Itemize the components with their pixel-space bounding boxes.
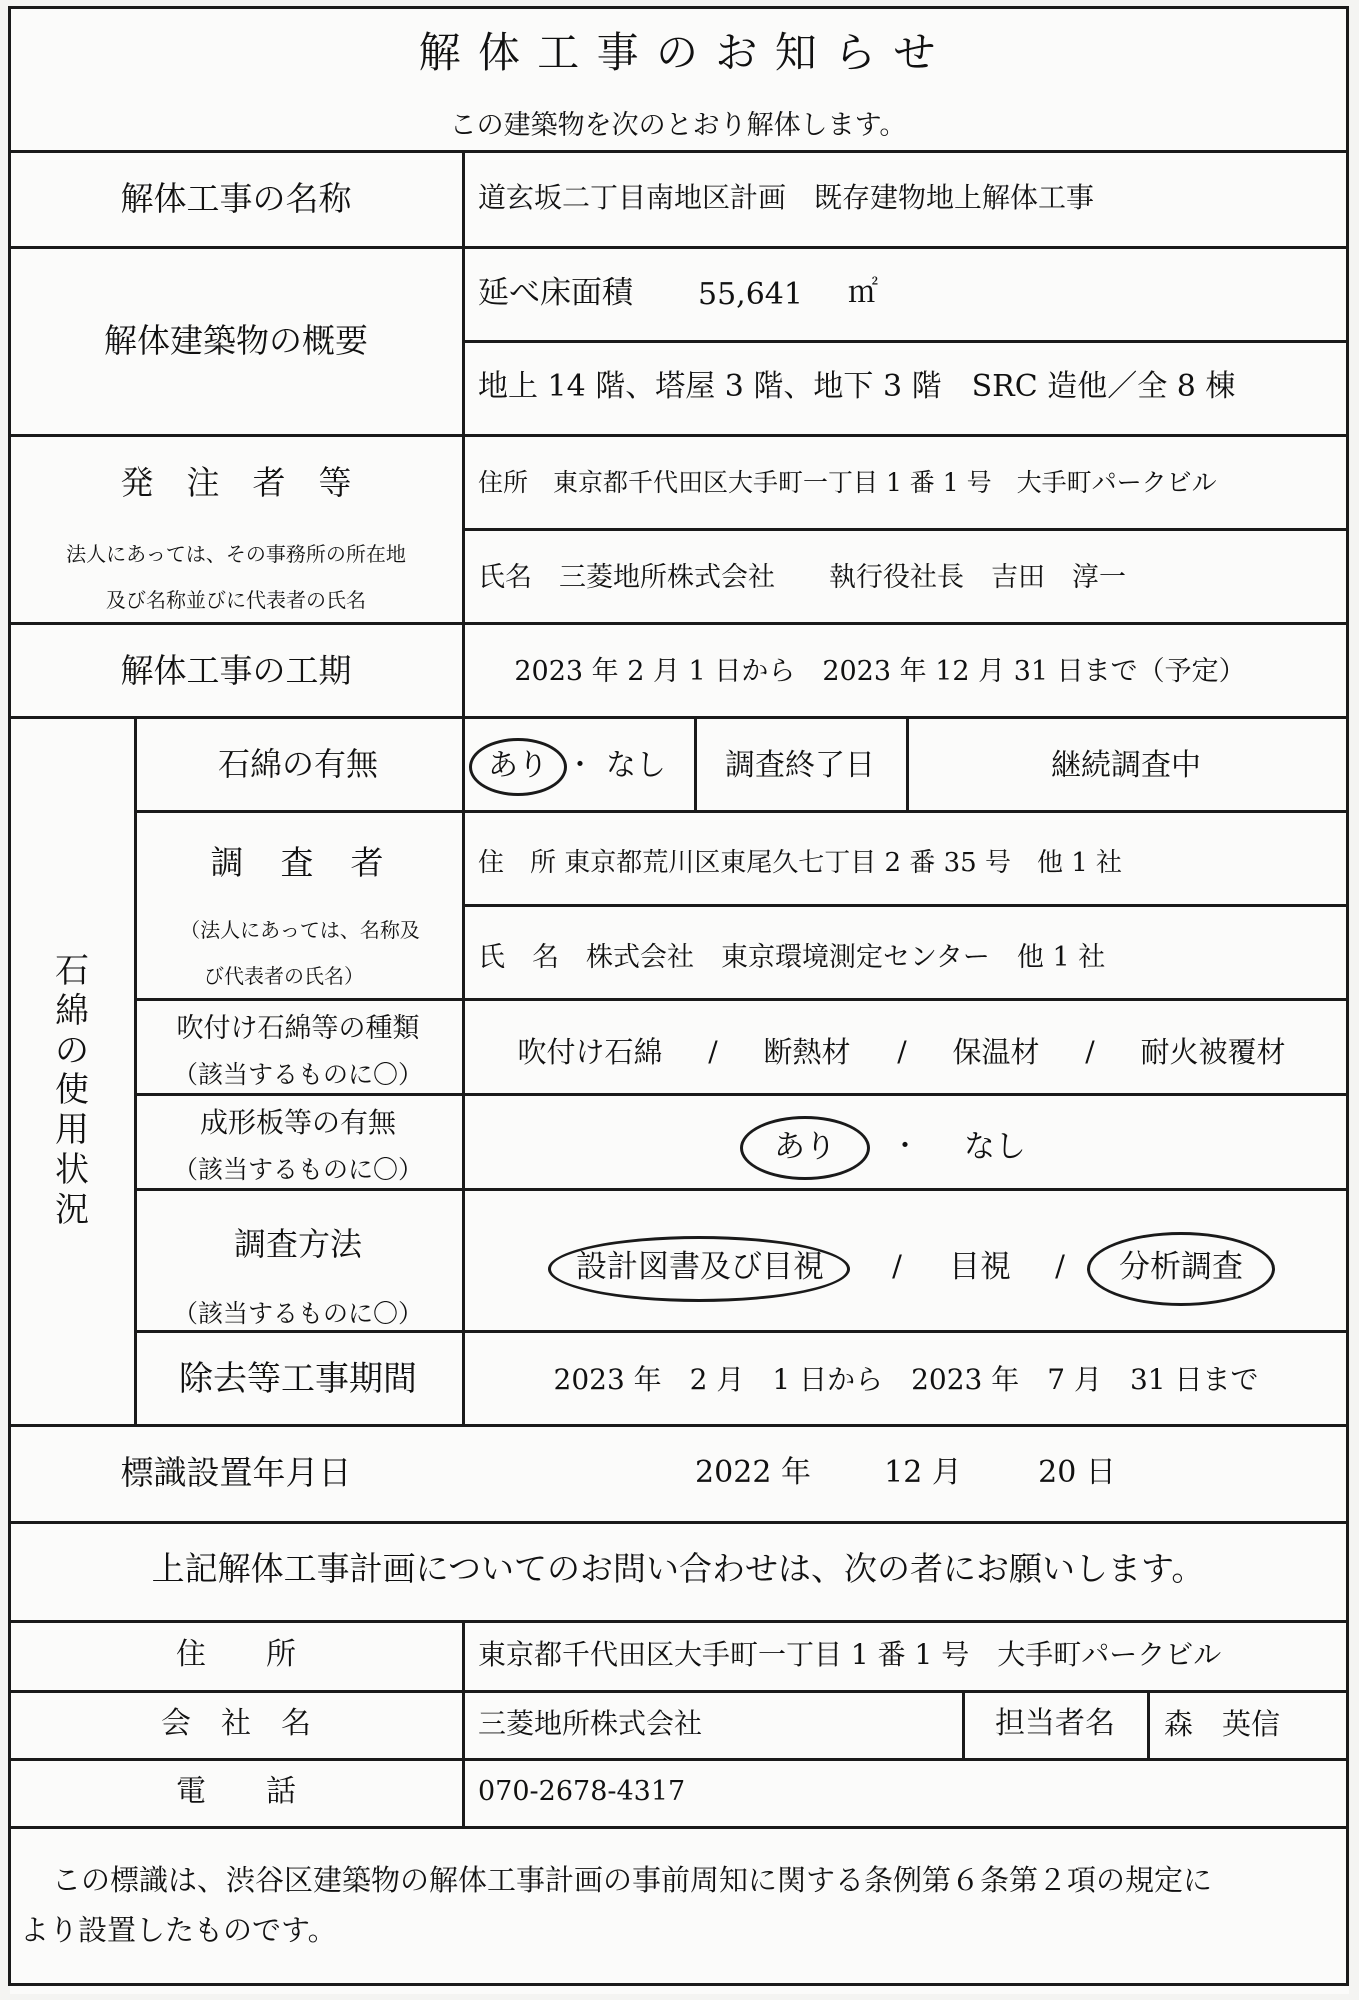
board-separator: ・ — [890, 1129, 920, 1162]
frame-right — [1346, 6, 1349, 1986]
presence-no: なし — [606, 748, 666, 783]
inquiry-address: 東京都千代田区大手町一丁目 1 番 1 号 大手町パークビル — [478, 1638, 1222, 1671]
inquiry-tel-label: 電 話 — [176, 1774, 296, 1809]
area-unit: ㎡ — [848, 275, 878, 310]
removal-label: 除去等工事期間 — [179, 1359, 417, 1399]
surveyor-name: 氏 名 株式会社 東京環境測定センター 他 1 社 — [478, 942, 1106, 973]
inquiry-address-label: 住 所 — [176, 1637, 296, 1672]
inquiry-company-label: 会 社 名 — [161, 1706, 311, 1741]
structure-value: 地上 14 階、塔屋 3 階、地下 3 階 SRC 造他／全 8 棟 — [478, 369, 1236, 404]
board-no: なし — [964, 1129, 1026, 1165]
period-label: 解体工事の工期 — [120, 651, 352, 690]
column-divider — [462, 1620, 465, 1826]
surveyor-label: 調 査 者 — [210, 843, 386, 882]
outline-label: 解体建築物の概要 — [104, 321, 368, 360]
area-value: 55,641 — [698, 277, 803, 312]
spray-separator: / — [1085, 1035, 1095, 1068]
rule — [8, 150, 1349, 153]
inquiry-person: 森 英信 — [1164, 1707, 1281, 1741]
spray-item: 断熱材 — [763, 1035, 851, 1069]
asbestos-group-label: 石綿の使用状況 — [55, 951, 89, 1230]
method-option-2: 目視 — [949, 1249, 1011, 1285]
rule — [462, 340, 1349, 343]
orderer-label: 発 注 者 等 — [120, 463, 352, 502]
rule — [8, 716, 1349, 719]
column-divider — [462, 150, 465, 1424]
spray-item: 吹付け石綿 — [517, 1035, 663, 1069]
sign-date-month: 12 月 — [884, 1455, 962, 1490]
method-separator: / — [1055, 1249, 1065, 1283]
method-label: 調査方法 — [233, 1225, 363, 1263]
footer-line-1: この標識は、渋谷区建築物の解体工事計画の事前周知に関する条例第６条第２項の規定に — [52, 1863, 1213, 1897]
rule — [135, 998, 1349, 1001]
inquiry-company: 三菱地所株式会社 — [478, 1707, 703, 1740]
board-yes: あり — [774, 1129, 836, 1165]
spray-item: 耐火被覆材 — [1140, 1035, 1286, 1069]
spray-note: （該当するものに〇） — [172, 1060, 424, 1089]
name-label: 解体工事の名称 — [120, 179, 352, 218]
notice-title: 解 体 工 事 の お 知 ら せ — [418, 28, 938, 77]
presence-label: 石綿の有無 — [217, 745, 379, 783]
spray-separator: / — [708, 1035, 718, 1068]
column-divider — [694, 716, 697, 810]
column-divider — [962, 1690, 965, 1758]
method-option-1: 設計図書及び目視 — [576, 1249, 824, 1285]
rule — [8, 1983, 1349, 1986]
board-note: （該当するものに〇） — [172, 1155, 424, 1184]
sign-date-day: 20 日 — [1038, 1455, 1116, 1490]
method-option-3: 分析調査 — [1119, 1249, 1243, 1285]
board-label: 成形板等の有無 — [199, 1106, 397, 1139]
rule — [8, 434, 1349, 437]
rule — [135, 1188, 1349, 1191]
surveyor-note-2: び代表者の氏名） — [204, 964, 364, 988]
inquiry-heading: 上記解体工事計画についてのお問い合わせは、次の者にお願いします。 — [151, 1549, 1205, 1588]
rule — [8, 1620, 1349, 1623]
inquiry-tel: 070-2678-4317 — [478, 1776, 686, 1807]
presence-separator: ・ — [565, 748, 595, 781]
removal-value: 2023 年 2 月 1 日から 2023 年 7 月 31 日まで — [553, 1363, 1259, 1396]
column-divider — [906, 716, 909, 810]
rule — [462, 528, 1349, 531]
rule — [135, 1093, 1349, 1096]
spray-separator: / — [897, 1035, 907, 1068]
rule — [462, 904, 1349, 907]
frame-top — [8, 6, 1349, 9]
column-divider — [134, 716, 137, 1424]
column-divider — [1147, 1690, 1150, 1758]
rule — [135, 1330, 1349, 1333]
inquiry-person-label: 担当者名 — [995, 1706, 1115, 1741]
spray-label: 吹付け石綿等の種類 — [176, 1013, 420, 1044]
notice-subtitle: この建築物を次のとおり解体します。 — [449, 110, 907, 141]
survey-end-label: 調査終了日 — [725, 748, 875, 783]
method-note: （該当するものに〇） — [172, 1299, 424, 1328]
orderer-name: 氏名 三菱地所株式会社 執行役社長 吉田 淳一 — [478, 562, 1126, 593]
sign-date-year: 2022 年 — [695, 1455, 811, 1490]
footer-line-2: より設置したものです。 — [20, 1913, 337, 1947]
area-label: 延べ床面積 — [478, 275, 633, 311]
orderer-note-2: 及び名称並びに代表者の氏名 — [106, 588, 366, 612]
sign-date-label: 標識設置年月日 — [120, 1453, 352, 1492]
rule — [8, 1758, 1349, 1761]
rule — [8, 622, 1349, 625]
rule — [8, 246, 1349, 249]
method-separator: / — [892, 1249, 902, 1283]
frame-left — [8, 6, 11, 1986]
survey-end-value: 継続調査中 — [1051, 748, 1201, 783]
rule — [135, 810, 1349, 813]
name-value: 道玄坂二丁目南地区計画 既存建物地上解体工事 — [478, 181, 1095, 214]
orderer-address: 住所 東京都千代田区大手町一丁目 1 番 1 号 大手町パークビル — [478, 468, 1217, 497]
period-value: 2023 年 2 月 1 日から 2023 年 12 月 31 日まで（予定） — [514, 656, 1246, 687]
rule — [8, 1424, 1349, 1427]
presence-yes: あり — [488, 748, 548, 783]
surveyor-note-1: （法人にあっては、名称及 — [180, 918, 420, 942]
rule — [8, 1826, 1349, 1829]
rule — [8, 1521, 1349, 1524]
spray-item: 保温材 — [952, 1035, 1040, 1069]
surveyor-address: 住 所 東京都荒川区東尾久七丁目 2 番 35 号 他 1 社 — [478, 848, 1123, 878]
orderer-note-1: 法人にあっては、その事務所の所在地 — [66, 542, 406, 566]
